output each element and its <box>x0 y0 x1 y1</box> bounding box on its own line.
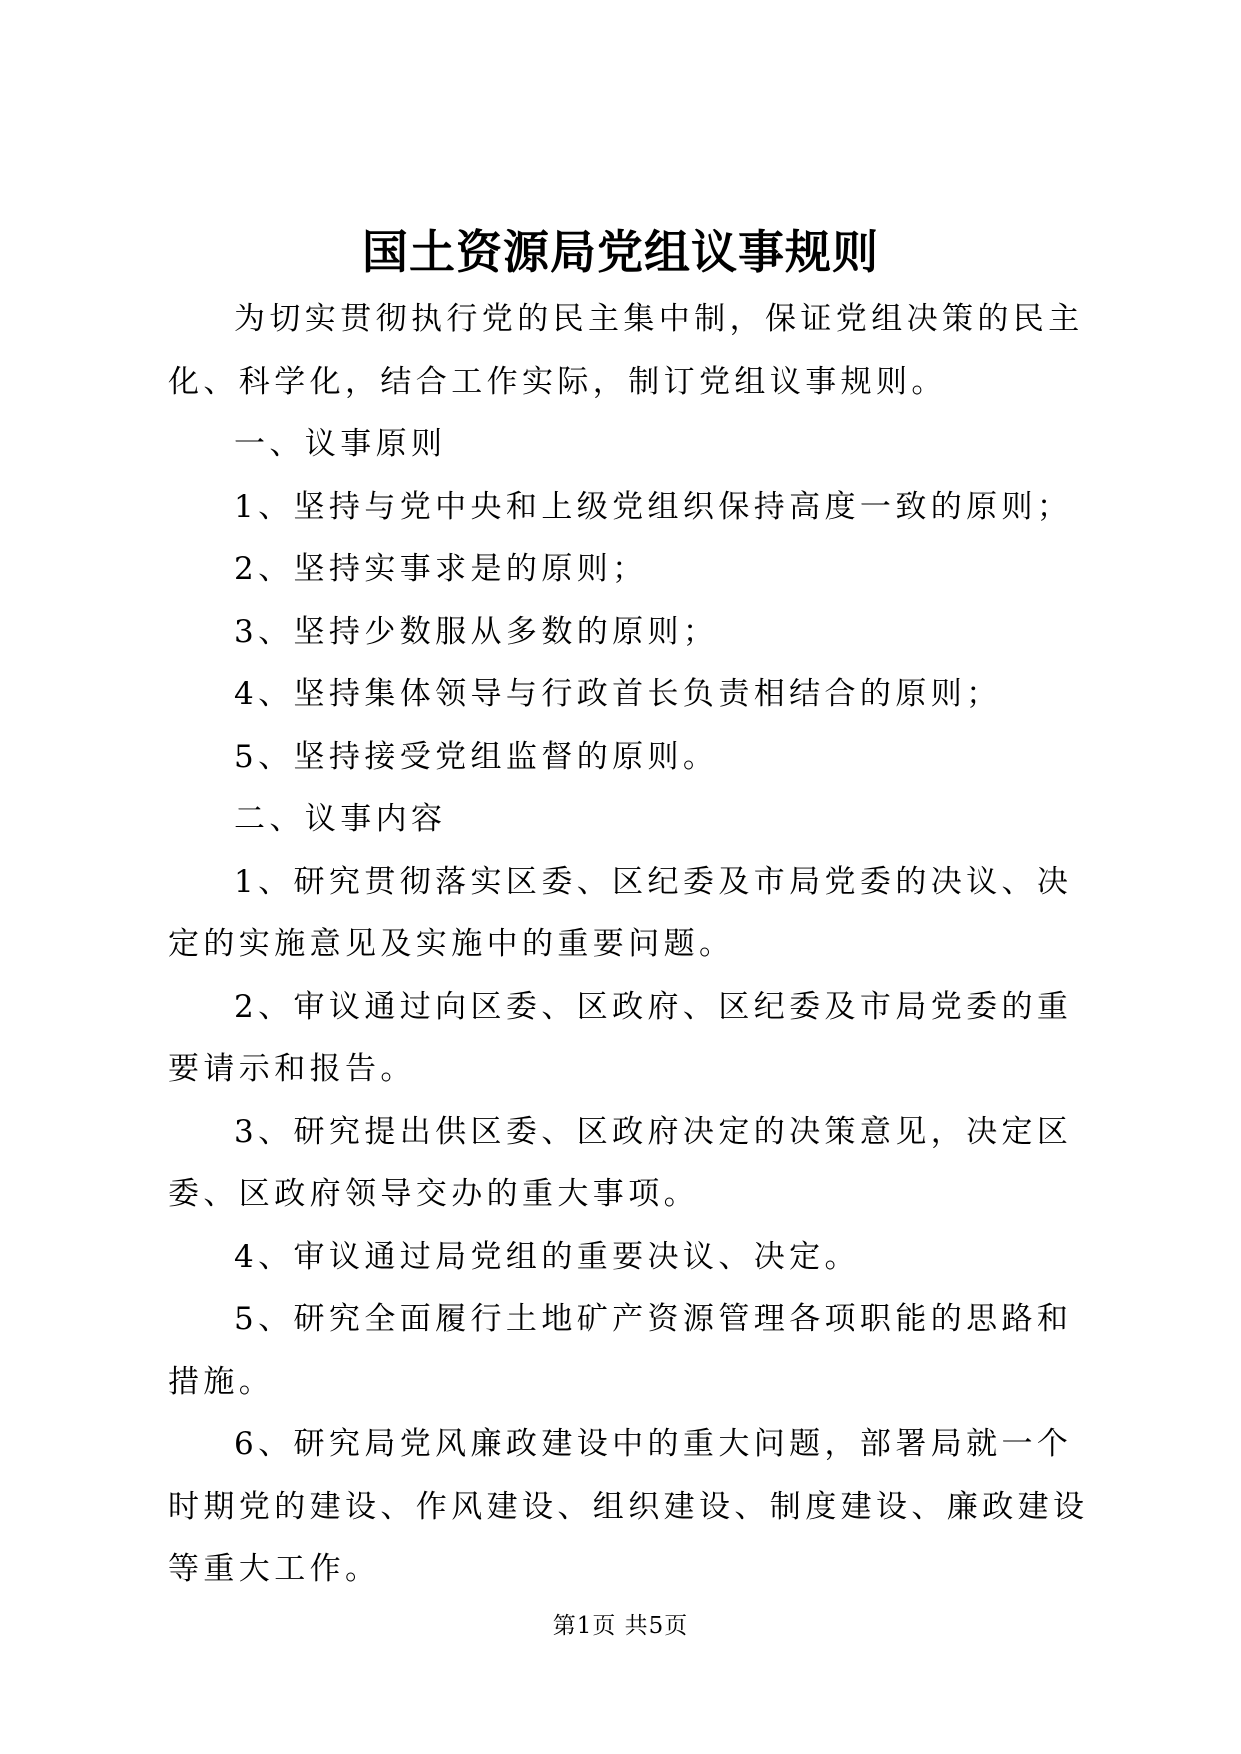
list-item-content-6: 6、研究局党风廉政建设中的重大问题，部署局就一个时期党的建设、作风建设、组织建设、制度建设、廉政建设等重大工作。 <box>168 1426 1089 1587</box>
list-item-principle-1: 1、坚持与党中央和上级党组织保持高度一致的原则； <box>234 488 1073 525</box>
section-heading-content: 二、议事内容 <box>234 801 447 837</box>
list-item-principle-2: 2、坚持实事求是的原则； <box>234 551 648 587</box>
list-item-content-3: 3、研究提出供区委、区政府决定的决策意见，决定区委、区政府领导交办的重大事项。 <box>168 1113 1073 1212</box>
section-heading-principles: 一、议事原则 <box>234 426 447 462</box>
list-item-principle-4: 4、坚持集体领导与行政首长负责相结合的原则； <box>234 676 1002 712</box>
list-item-content-5: 5、研究全面履行土地矿产资源管理各项职能的思路和措施。 <box>168 1301 1073 1400</box>
document-body <box>168 288 1103 1601</box>
list-item-content-1: 1、研究贯彻落实区委、区纪委及市局党委的决议、决定的实施意见及实施中的重要问题。 <box>168 863 1073 962</box>
list-item-content-2: 2、审议通过向区委、区政府、区纪委及市局党委的重要请示和报告。 <box>168 988 1073 1087</box>
list-item-principle-3: 3、坚持少数服从多数的原则； <box>234 613 719 650</box>
list-item-content-4: 4、审议通过局党组的重要决议、决定。 <box>234 1238 860 1275</box>
list-item-principle-5: 5、坚持接受党组监督的原则。 <box>234 738 719 775</box>
document-title: 国土资源局党组议事规则 <box>362 225 879 279</box>
page-number-footer: 第1页 共5页 <box>552 1613 689 1639</box>
paragraph-intro: 为切实贯彻执行党的民主集中制，保证党组决策的民主化、科学化，结合工作实际，制订党组议事规则。 <box>168 301 1084 400</box>
